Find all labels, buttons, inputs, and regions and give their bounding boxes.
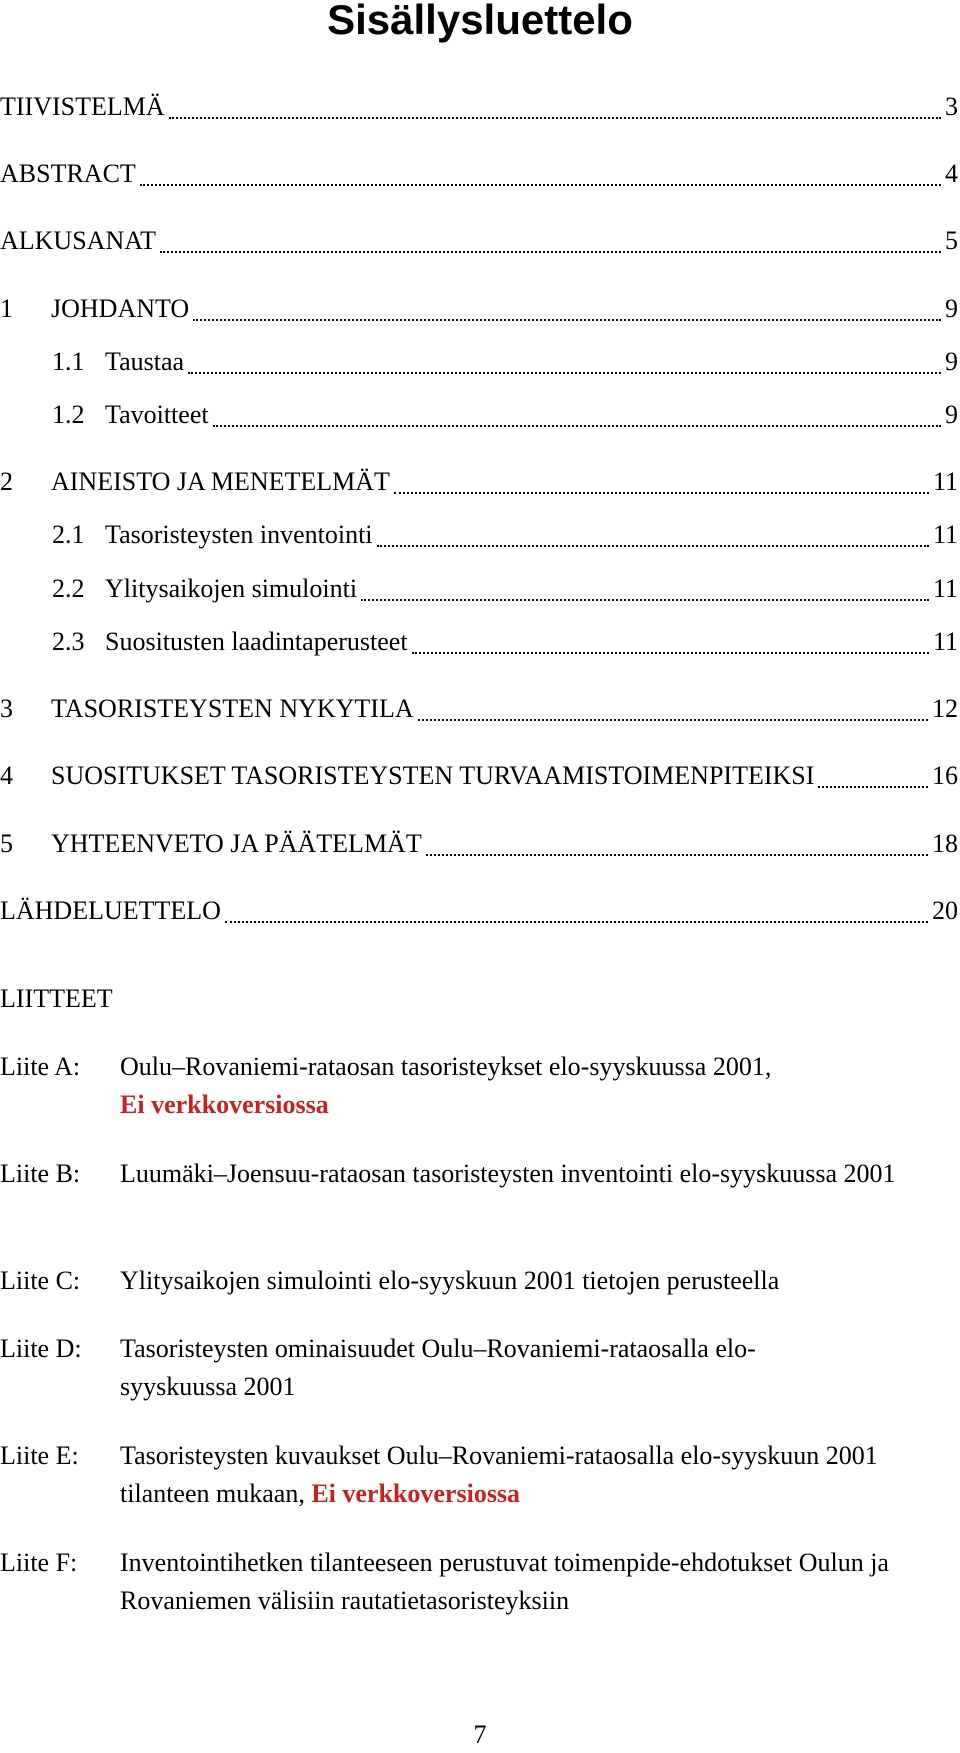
toc-entry-number: 1.1 [52, 347, 85, 376]
page-number: 7 [473, 1720, 487, 1749]
toc-entry-label: Ylitysaikojen simulointi [105, 574, 358, 603]
toc-entry-label: Tasoristeysten inventointi [105, 520, 373, 549]
appendix-key: Liite E: [0, 1441, 79, 1470]
toc-entry-page: 12 [932, 694, 958, 723]
toc-entry-page: 9 [945, 400, 958, 429]
toc-entry-chapter-5[interactable] [0, 829, 958, 865]
toc-entry-page: 11 [932, 574, 958, 603]
dot-leader [412, 650, 929, 654]
appendix-text: Tasoristeysten kuvaukset Oulu–Rovaniemi-rataosalla elo-syyskuun 2001 tilanteen mukaan, [120, 1441, 878, 1508]
appendix-key: Liite A: [0, 1052, 81, 1081]
toc-entry-page: 11 [932, 627, 958, 656]
toc-entry-label: AINEISTO JA MENETELMÄT [51, 467, 390, 496]
toc-entry-page: 5 [945, 226, 958, 255]
toc-entry-number: 1 [0, 294, 13, 323]
toc-entry-page: 3 [945, 92, 958, 121]
toc-entry-label: LÄHDELUETTELO [0, 896, 221, 925]
toc-entry-page: 11 [932, 467, 958, 496]
toc-entry-chapter-1[interactable] [0, 294, 958, 330]
toc-entry-number: 2.2 [52, 574, 85, 603]
toc-entry-number: 4 [0, 761, 13, 790]
appendix-key: Liite C: [0, 1266, 81, 1295]
appendix-text: Tasoristeysten ominaisuudet Oulu–Rovaniemi-rataosalla elo-syyskuussa 2001 [120, 1334, 756, 1401]
toc-entry-section-1-1[interactable] [0, 347, 958, 383]
toc-entry-section-2-3[interactable] [0, 627, 958, 663]
dot-leader [160, 249, 941, 253]
toc-entry-page: 9 [945, 294, 958, 323]
appendix-text: Luumäki–Joensuu-rataosan tasoristeysten inventointi elo-syyskuussa 2001 [120, 1159, 896, 1188]
appendix-description [120, 1048, 940, 1124]
toc-entry-number: 5 [0, 829, 13, 858]
dot-leader [361, 597, 929, 601]
appendix-key: Liite D: [0, 1334, 82, 1363]
toc-entry-label: Suositusten laadintaperusteet [105, 627, 408, 656]
toc-entry-label: YHTEENVETO JA PÄÄTELMÄT [51, 829, 422, 858]
dot-leader [188, 370, 941, 374]
dot-leader [377, 543, 929, 547]
toc-entry-page: 18 [932, 829, 958, 858]
dot-leader [193, 317, 941, 321]
toc-entry-number: 2.1 [52, 520, 85, 549]
dot-leader [225, 919, 928, 923]
toc-entry-chapter-3[interactable] [0, 694, 958, 730]
toc-entry-lahdeluettelo[interactable] [0, 896, 958, 932]
appendix-text: Inventointihetken tilanteeseen perustuvat toimenpide-ehdotukset Oulun ja Rovaniemen välisiin rautatietasoristeyksiin [120, 1548, 889, 1615]
toc-entry-page: 9 [945, 347, 958, 376]
toc-entry-number: 2.3 [52, 627, 85, 656]
toc-entry-chapter-2[interactable] [0, 467, 958, 503]
appendix-text: Oulu–Rovaniemi-rataosan tasoristeykset elo-syyskuussa 2001, [120, 1052, 772, 1081]
toc-entry-tiivistelma[interactable] [0, 92, 958, 128]
toc-entry-page: 20 [932, 896, 958, 925]
toc-entry-number: 1.2 [52, 400, 85, 429]
toc-entry-label: SUOSITUKSET TASORISTEYSTEN TURVAAMISTOIMENPITEIKSI [51, 761, 815, 790]
toc-entry-label: ALKUSANAT [0, 226, 156, 255]
dot-leader [394, 490, 929, 494]
appendix-note: Ei verkkoversiossa [311, 1479, 521, 1508]
toc-entry-alkusanat[interactable] [0, 226, 958, 262]
appendix-key: Liite F: [0, 1548, 78, 1577]
appendix-key: Liite B: [0, 1159, 81, 1188]
toc-entry-label: ABSTRACT [0, 159, 136, 188]
toc-entry-label: Tavoitteet [105, 400, 209, 429]
dot-leader [169, 115, 941, 119]
appendix-note: Ei verkkoversiossa [120, 1090, 329, 1119]
toc-entry-section-2-2[interactable] [0, 574, 958, 610]
dot-leader [818, 784, 928, 788]
toc-entry-number: 2 [0, 467, 13, 496]
dot-leader [418, 717, 928, 721]
dot-leader [426, 852, 928, 856]
toc-entry-number: 3 [0, 694, 13, 723]
toc-entry-section-1-2[interactable] [0, 400, 958, 436]
dot-leader [213, 423, 941, 427]
toc-entry-abstract[interactable] [0, 159, 958, 195]
appendix-text: Ylitysaikojen simulointi elo-syyskuun 2001 tietojen perusteella [120, 1266, 780, 1295]
toc-entry-section-2-1[interactable] [0, 520, 958, 556]
appendix-description [120, 1437, 920, 1513]
toc-entry-page: 16 [932, 761, 958, 790]
toc-entry-label: Taustaa [105, 347, 185, 376]
toc-entry-chapter-4[interactable] [0, 761, 958, 797]
toc-entry-page: 4 [945, 159, 958, 188]
toc-entry-page: 11 [932, 520, 958, 549]
page-title: Sisällysluettelo [327, 0, 633, 43]
toc-entry-label: TIIVISTELMÄ [0, 92, 165, 121]
dot-leader [140, 182, 941, 186]
appendices-heading: LIITTEET [0, 984, 113, 1013]
toc-entry-label: TASORISTEYSTEN NYKYTILA [51, 694, 414, 723]
toc-entry-label: JOHDANTO [51, 294, 190, 323]
